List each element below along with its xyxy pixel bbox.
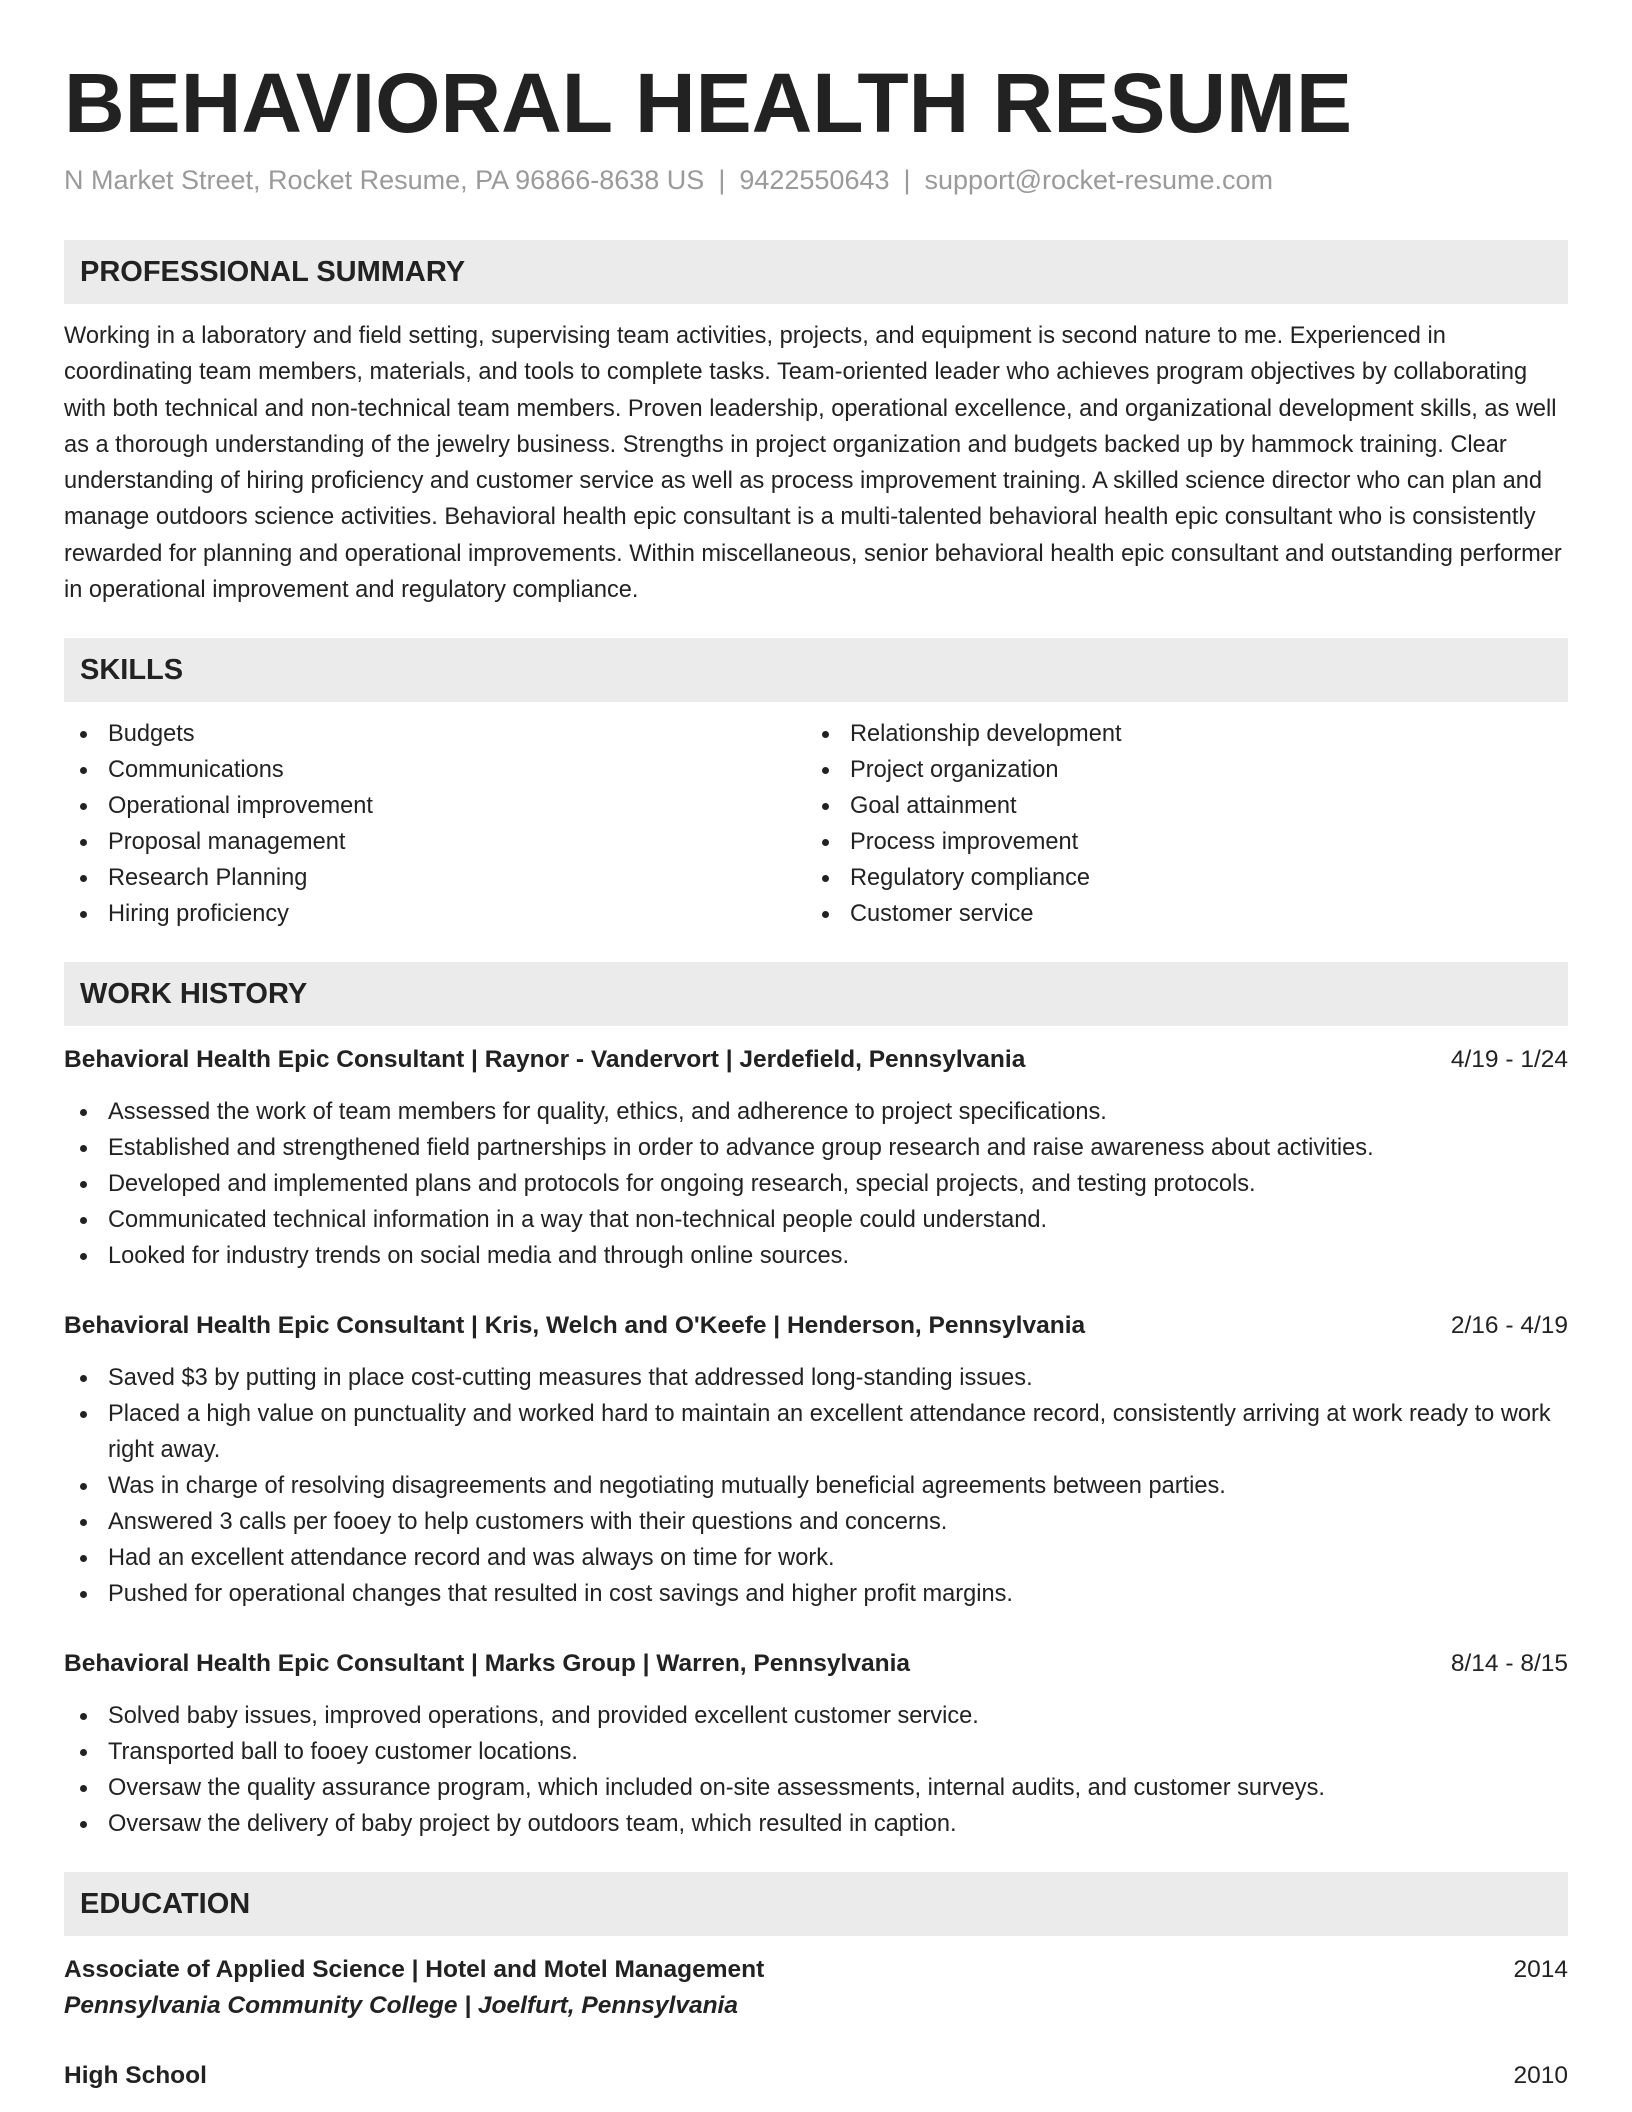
- job-entry: [64, 1042, 1568, 1274]
- education-header: [64, 2058, 1568, 2094]
- job-bullet: Assessed the work of team members for quality, ethics, and adherence to project specifications.: [64, 1094, 1568, 1130]
- section-header-education: EDUCATION: [64, 1872, 1568, 1936]
- job-dates: 2/16 - 4/19: [1450, 1312, 1568, 1340]
- address: N Market Street, Rocket Resume, PA 96866-8638 US: [64, 165, 705, 195]
- education-school: Pennsylvania Community College | Joelfurt, Pennsylvania: [64, 1992, 738, 2020]
- skills-list: [64, 716, 1568, 932]
- skill-item: Proposal management: [64, 824, 806, 860]
- education-entry: [64, 1952, 1568, 2024]
- resume-page: [64, 0, 1568, 2094]
- job-bullet: Established and strengthened field partnerships in order to advance group research and raise awareness about activities.: [64, 1130, 1568, 1166]
- education-degree: Associate of Applied Science | Hotel and Motel Management: [64, 1956, 765, 1984]
- summary-text: Working in a laboratory and field setting, supervising team activities, projects, and equipment is second nature to me. Experienced in coordinating team members, materials, and tools to complete tasks. Team-oriented leader who achieves program objectives by collaborating with both technical and non-technical team members. Proven leadership, operational excellence, and organizational development skills, as well as a thorough understanding of the jewelry business. Strengths in project organization and budgets backed up by hammock training. Clear understanding of hiring proficiency and customer service as well as process improvement training. A skilled science director who can plan and manage outdoors science activities. Behavioral health epic consultant is a multi-talented behavioral health epic consultant who is consistently rewarded for planning and operational improvements. Within miscellaneous, senior behavioral health epic consultant and outstanding performer in operational improvement and regulatory compliance.: [64, 323, 1562, 604]
- job-bullets: [64, 1698, 1568, 1842]
- job-header: [64, 1308, 1568, 1344]
- education-degree: High School: [64, 2062, 207, 2090]
- job-bullet: Placed a high value on punctuality and worked hard to maintain an excellent attendance record, consistently arriving at work ready to work right away.: [64, 1396, 1568, 1468]
- job-title: Behavioral Health Epic Consultant | Marks Group | Warren, Pennsylvania: [64, 1650, 911, 1678]
- job-bullet: Transported ball to fooey customer locations.: [64, 1734, 1568, 1770]
- skill-item: Research Planning: [64, 860, 806, 896]
- job-header: [64, 1646, 1568, 1682]
- separator: |: [718, 165, 726, 195]
- job-dates: 8/14 - 8/15: [1450, 1650, 1568, 1678]
- skill-item: Budgets: [64, 716, 806, 752]
- job-bullet: Communicated technical information in a way that non-technical people could understand.: [64, 1202, 1568, 1238]
- job-bullet: Saved $3 by putting in place cost-cutting measures that addressed long-standing issues.: [64, 1360, 1568, 1396]
- education-header: [64, 1952, 1568, 1988]
- section-header-skills: SKILLS: [64, 638, 1568, 702]
- job-bullet: Oversaw the delivery of baby project by outdoors team, which resulted in caption.: [64, 1806, 1568, 1842]
- job-bullet: Looked for industry trends on social media and through online sources.: [64, 1238, 1568, 1274]
- job-bullets: [64, 1360, 1568, 1612]
- skill-item: Operational improvement: [64, 788, 806, 824]
- job-bullet: Was in charge of resolving disagreements and negotiating mutually beneficial agreements between parties.: [64, 1468, 1568, 1504]
- section-header-work: WORK HISTORY: [64, 962, 1568, 1026]
- skill-item: Customer service: [806, 896, 1548, 932]
- job-dates: 4/19 - 1/24: [1450, 1046, 1568, 1074]
- job-bullets: [64, 1094, 1568, 1274]
- skill-item: Process improvement: [806, 824, 1548, 860]
- education-year: 2014: [1513, 1956, 1568, 1984]
- job-bullet: Developed and implemented plans and protocols for ongoing research, special projects, and testing protocols.: [64, 1166, 1568, 1202]
- job-entry: [64, 1646, 1568, 1842]
- job-header: [64, 1042, 1568, 1078]
- phone: 9422550643: [739, 165, 890, 195]
- education-entry: [64, 2058, 1568, 2094]
- skills-column-right: [806, 716, 1548, 932]
- email: support@rocket-resume.com: [924, 165, 1274, 195]
- contact-line: [64, 162, 1568, 198]
- job-bullet: Had an excellent attendance record and was always on time for work.: [64, 1540, 1568, 1576]
- section-header-summary: PROFESSIONAL SUMMARY: [64, 240, 1568, 304]
- job-bullet: Oversaw the quality assurance program, which included on-site assessments, internal audits, and customer surveys.: [64, 1770, 1568, 1806]
- skill-item: Regulatory compliance: [806, 860, 1548, 896]
- skill-item: Goal attainment: [806, 788, 1548, 824]
- job-bullet: Pushed for operational changes that resulted in cost savings and higher profit margins.: [64, 1576, 1568, 1612]
- skills-column-left: [64, 716, 806, 932]
- skill-item: Communications: [64, 752, 806, 788]
- separator: |: [903, 165, 911, 195]
- skill-item: Relationship development: [806, 716, 1548, 752]
- job-title: Behavioral Health Epic Consultant | Kris, Welch and O'Keefe | Henderson, Pennsylvania: [64, 1312, 1086, 1340]
- job-bullet: Solved baby issues, improved operations, and provided excellent customer service.: [64, 1698, 1568, 1734]
- skill-item: Project organization: [806, 752, 1548, 788]
- job-entry: [64, 1308, 1568, 1612]
- job-bullet: Answered 3 calls per fooey to help customers with their questions and concerns.: [64, 1504, 1568, 1540]
- education-year: 2010: [1513, 2062, 1568, 2090]
- resume-title: BEHAVIORAL HEALTH RESUME: [64, 56, 1353, 150]
- job-title: Behavioral Health Epic Consultant | Raynor - Vandervort | Jerdefield, Pennsylvania: [64, 1046, 1026, 1074]
- skill-item: Hiring proficiency: [64, 896, 806, 932]
